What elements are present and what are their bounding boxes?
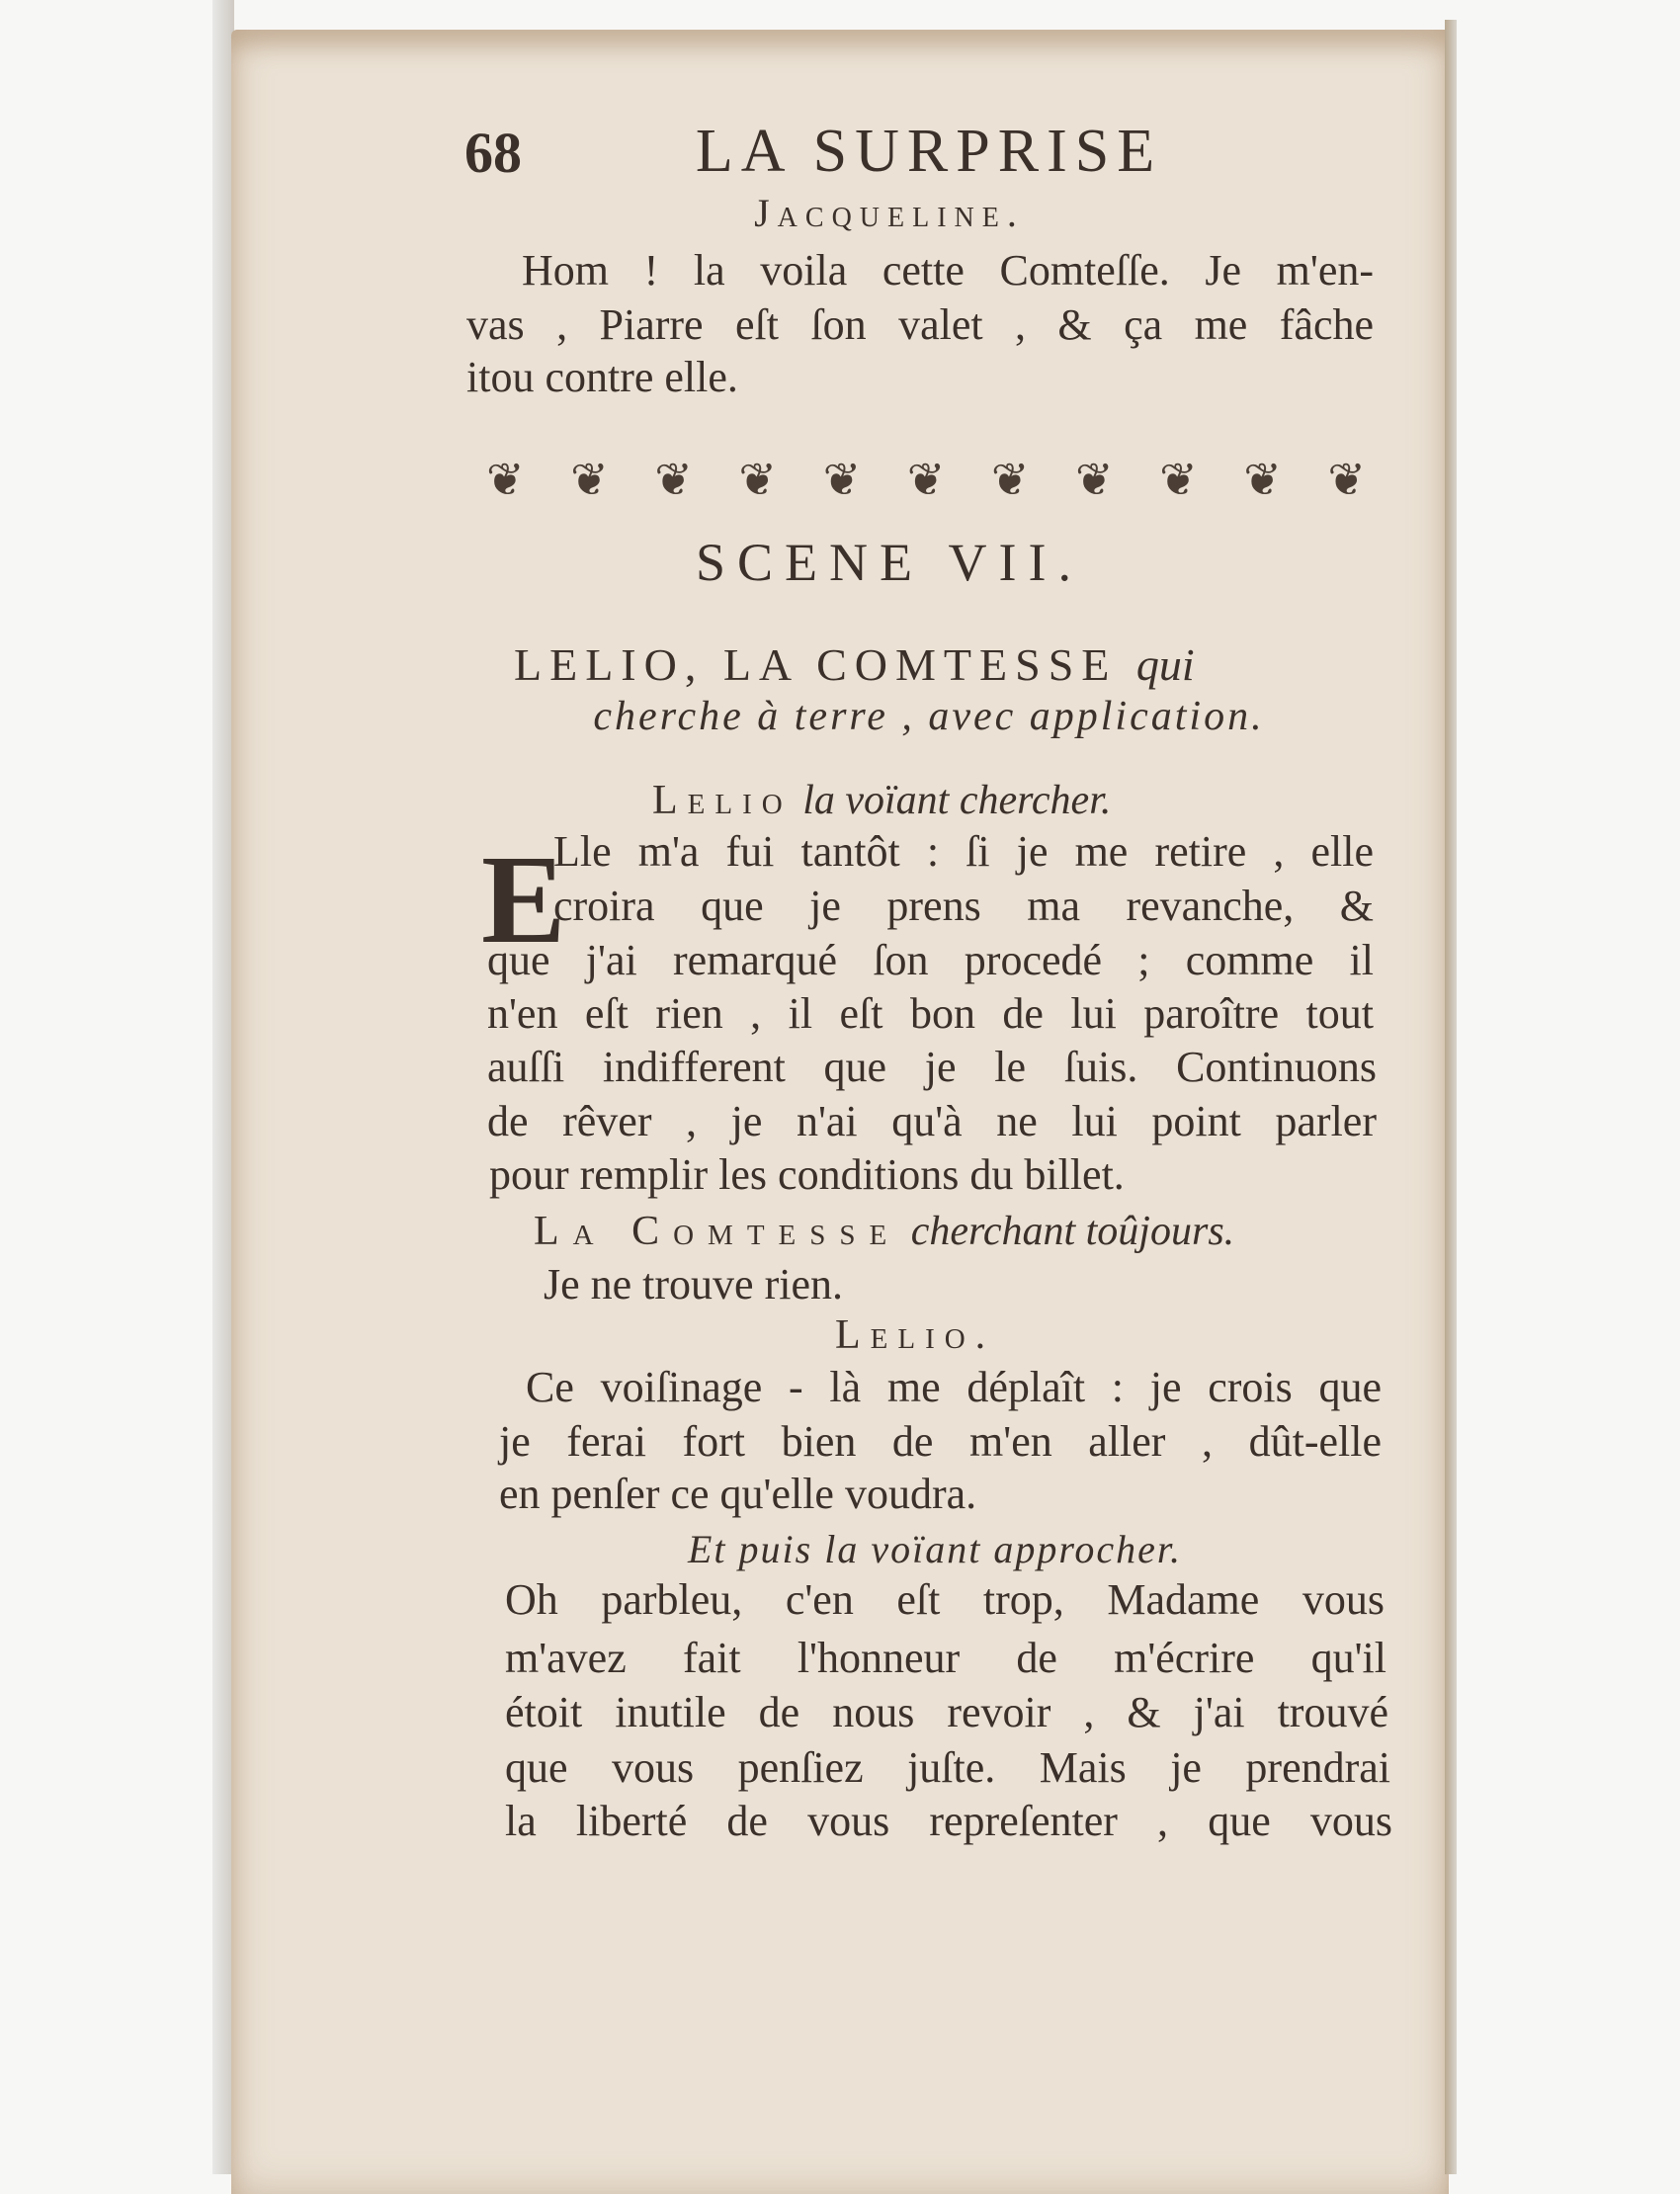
speaker-name: La Comtesse xyxy=(534,1209,901,1254)
drop-cap: E xyxy=(481,829,566,970)
page-number: 68 xyxy=(464,121,522,185)
speech-line: itou contre elle. xyxy=(466,353,738,401)
speech-line: croira que je prens ma revanche, & xyxy=(553,882,1374,930)
speech-line: je ferai fort bien de m'en aller , dût-elle xyxy=(499,1417,1382,1466)
scene-title: SCENE VII. xyxy=(695,533,1083,592)
fleuron-icon: ❦ xyxy=(738,453,777,506)
speech-line: la liberté de vous repreſenter , que vous xyxy=(505,1797,1392,1845)
ornament-row xyxy=(486,453,1366,506)
fleuron-icon: ❦ xyxy=(1074,453,1114,506)
speaker-comtesse xyxy=(534,1208,1234,1255)
speech-line: Oh parbleu, c'en eſt trop, Madame vous xyxy=(505,1575,1385,1624)
fleuron-icon: ❦ xyxy=(906,453,946,506)
speech-line: que vous penſiez juſte. Mais je prendrai xyxy=(505,1743,1390,1792)
fleuron-icon: ❦ xyxy=(1327,453,1366,506)
fleuron-icon: ❦ xyxy=(570,453,609,506)
fleuron-icon: ❦ xyxy=(1159,453,1198,506)
stage-direction: cherche à terre , avec application. xyxy=(593,694,1265,739)
page-edge xyxy=(1445,20,1457,2174)
speech-line: n'en eſt rien , il eſt bon de lui paroître tout xyxy=(487,989,1374,1038)
stage-direction: Et puis la voïant approcher. xyxy=(688,1527,1183,1571)
stage-direction: cherchant toûjours. xyxy=(910,1209,1235,1254)
running-title: LA SURPRISE xyxy=(695,118,1163,185)
speech-line: m'avez fait l'honneur de m'écrire qu'il xyxy=(505,1634,1386,1682)
speech-line: Lle m'a fui tantôt : ſi je me retire , elle xyxy=(553,827,1374,876)
speech-line: auſſi indifferent que je le ſuis. Continuons xyxy=(487,1043,1377,1091)
speech-line: pour remplir les conditions du billet. xyxy=(489,1150,1125,1199)
fleuron-icon: ❦ xyxy=(822,453,862,506)
speech-line: que j'ai remarqué ſon procedé ; comme il xyxy=(487,936,1374,984)
speaker-lelio xyxy=(652,777,1111,824)
stage-direction: la voïant chercher. xyxy=(802,778,1112,823)
stage-direction: qui xyxy=(1135,639,1195,690)
speech-line: étoit inutile de nous revoir , & j'ai trouvé xyxy=(505,1688,1388,1736)
speech-line: Ce voiſinage - là me déplaît : je crois que xyxy=(526,1363,1382,1411)
character-list xyxy=(514,638,1324,691)
speech-line: Je ne trouve rien. xyxy=(544,1260,843,1308)
fleuron-icon: ❦ xyxy=(990,453,1030,506)
character-names: LELIO, LA COMTESSE xyxy=(514,639,1118,690)
speaker-lelio: Lelio. xyxy=(835,1312,996,1358)
fleuron-icon: ❦ xyxy=(1243,453,1282,506)
speaker-jacqueline: Jacqueline. xyxy=(754,191,1025,235)
speech-line: vas , Piarre eſt ſon valet , & ça me fâche xyxy=(466,300,1374,349)
speech-line: Hom ! la voila cette Comteſſe. Je m'en- xyxy=(522,246,1374,295)
speech-line: en penſer ce qu'elle voudra. xyxy=(499,1470,977,1518)
speech-line: de rêver , je n'ai qu'à ne lui point parler xyxy=(487,1097,1377,1145)
fleuron-icon: ❦ xyxy=(486,453,525,506)
speaker-name: Lelio xyxy=(652,778,793,823)
fleuron-icon: ❦ xyxy=(654,453,693,506)
